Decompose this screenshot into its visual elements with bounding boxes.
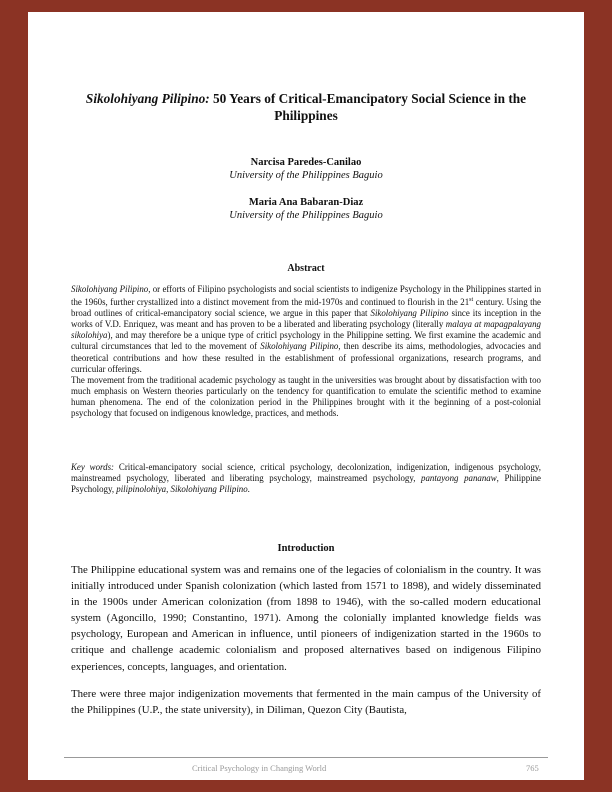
document-page <box>28 12 584 780</box>
introduction-body <box>71 562 541 729</box>
body-paragraph: The Philippine educational system was and remains one of the legacies of colonialism in the country. It was initially introduced under Spanish colonization (which lasted from 1571 to 1898), and widely disseminated in the 1900s under American colonization (from 1898 to 1946), with the so-called modern educational system (Agoncillo, 1990; Constantino, 1971). Among the colonially implanted knowledge fields was psychology, European and American in influence, until pioneers of indigenization started in the 1960s to critique and challenge academic colonialism and proposed alternatives based on indigenous Filipino experiences, concepts, languages, and orientation. <box>71 564 541 673</box>
author-affiliation: University of the Philippines Baguio <box>229 210 383 221</box>
title-italic: Sikolohiyang Pilipino: <box>85 91 210 106</box>
text: pilipinolohiya <box>116 484 167 495</box>
text: , then describe its aims, methodologies, advocacies and theoretical contributions and how these resulted in the establishment of professional organizations, research programs, and curricular offerings. <box>71 341 541 374</box>
text: . <box>247 484 250 495</box>
text: century. Using the broad outlines of critical-emancipatory social science, we argue in this paper that <box>71 297 541 319</box>
page-number: 765 <box>526 763 539 773</box>
text: Sikolohiyang Pilipino <box>71 284 149 294</box>
author-name: Narcisa Paredes-Canilao <box>250 157 362 168</box>
text: , or efforts of Filipino psychologists and social scientists to indigenize Psychology in the Philippines started in the 1960s, further crystallized into a distinct movement from the mid-1970s and continued to flourish in the 21 <box>71 284 542 308</box>
footer-divider <box>64 757 548 758</box>
text: Sikolohiyang Pilipino <box>170 484 248 495</box>
body-paragraph: There were three major indigenization movements that fermented in the main campus of the University of the Philippines (U.P., the state university), in Diliman, Quezon City (Bautista, <box>71 687 541 716</box>
author-1 <box>28 156 584 182</box>
paper-title <box>68 90 544 124</box>
text: Critical-emancipatory social science, critical psychology, decolonization, indigenization, indigenous psychology, mainstreamed psychology, liberated and liberating psychology, mainstreamed psychology, <box>71 462 541 484</box>
keywords <box>71 462 541 495</box>
author-affiliation: University of the Philippines Baguio <box>229 170 383 181</box>
text: st <box>469 297 474 304</box>
introduction-heading: Introduction <box>277 543 335 554</box>
text: Sikolohiyang Pilipino <box>370 308 449 319</box>
author-name: Maria Ana Babaran-Diaz <box>248 197 364 208</box>
abstract-heading: Abstract <box>287 263 325 274</box>
keywords-label: Key words: <box>71 462 115 472</box>
text: malaya at mapagpalayang sikolohiya <box>71 319 541 341</box>
text: pantayong pananaw <box>421 473 497 484</box>
footer-journal: Critical Psychology in Changing World <box>192 763 327 773</box>
abstract-paragraph <box>71 284 541 375</box>
text: , <box>166 484 171 495</box>
text: ), and may therefore be a unique type of criticl psychology in the Philippine setting. We first examine the academic and cultural circumstances that led to the movement of <box>71 330 541 352</box>
title-rest: 50 Years of Critical-Emancipatory Social Science in the Philippines <box>209 91 527 123</box>
abstract-body <box>71 284 541 419</box>
text: , Philippine Psychology, <box>71 473 541 495</box>
abstract-paragraph: The movement from the traditional academic psychology as taught in the universities was brought about by dissatisfaction with too much emphasis on Western theories particularly on the tendency for quantification to emulate the scientific method to examine human phenomena. The end of the colonization period in the Philippines brought with it the beginning of a post-colonial psychology that focused on indigenous knowledge, practices, and methods. <box>71 374 541 418</box>
author-2 <box>28 196 584 222</box>
text: Sikolohiyang Pilipino <box>260 341 339 352</box>
text: since its inception in the works of V.D. Enriquez, was meant and has proven to be a liberated and liberating psychology (literally <box>71 308 542 330</box>
